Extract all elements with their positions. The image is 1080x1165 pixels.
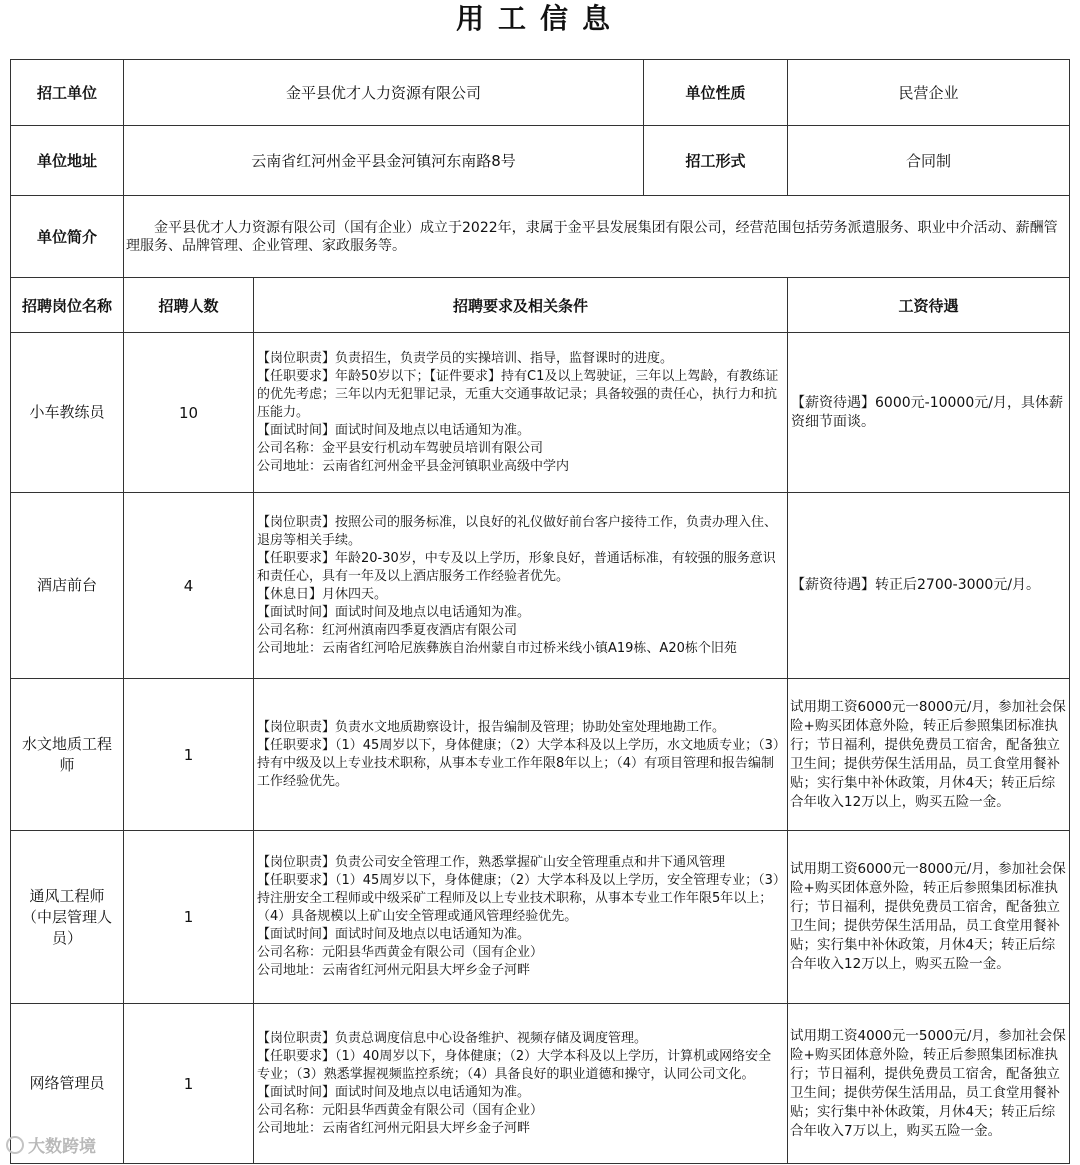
- column-header-name: 招聘岗位名称: [11, 278, 124, 333]
- job-requirements: [254, 831, 788, 1004]
- company-row-address: [11, 126, 1070, 196]
- req-line: 【岗位职责】负责总调度信息中心设备维护、视频存储及调度管理。: [257, 1030, 648, 1046]
- req-line: 【面试时间】面试时间及地点以电话通知为准。: [257, 422, 531, 438]
- company-address: 云南省红河州金平县金河镇河东南路8号: [124, 126, 644, 196]
- job-name: 通风工程师（中层管理人员）: [11, 831, 124, 1004]
- label-unit: 招工单位: [11, 60, 124, 126]
- req-line: 【休息日】月休四天。: [257, 586, 388, 602]
- table-row: [11, 493, 1070, 679]
- job-name: 网络管理员: [11, 1004, 124, 1164]
- req-line: 公司地址：云南省红河州元阳县大坪乡金子河畔: [257, 1120, 531, 1136]
- label-address: 单位地址: [11, 126, 124, 196]
- req-line: 【面试时间】面试时间及地点以电话通知为准。: [257, 927, 531, 942]
- req-line: 【任职要求】年龄20-30岁，中专及以上学历，形象良好，普通话标准，有较强的服务意识和责任心，具有一年及以上酒店服务工作经验者优先。: [257, 550, 776, 584]
- job-name: 小车教练员: [11, 333, 124, 493]
- req-line: 公司名称：元阳县华西黄金有限公司（国有企业）: [257, 1102, 544, 1118]
- table-row: [11, 679, 1070, 831]
- job-requirements: [254, 333, 788, 493]
- req-line: 公司名称：金平县安行机动车驾驶员培训有限公司: [257, 440, 544, 456]
- job-pay: 试用期工资4000元一5000元/月，参加社会保险+购买团体意外险，转正后参照集团标准执行；节日福利，提供免费员工宿舍，配备独立卫生间；提供劳保生活用品，员工食堂用餐补贴；实行集中补休政策，月休4天；转正后综合年收入7万以上，购买五险一金。: [788, 1004, 1070, 1164]
- column-header-requirements: 招聘要求及相关条件: [254, 278, 788, 333]
- job-info-table: [10, 59, 1070, 1164]
- label-form: 招工形式: [644, 126, 788, 196]
- watermark-text: 大数跨境: [28, 1137, 96, 1157]
- company-row-intro: [11, 196, 1070, 278]
- job-requirements: [254, 493, 788, 679]
- job-pay: 试用期工资6000元一8000元/月，参加社会保险+购买团体意外险，转正后参照集团标准执行；节日福利，提供免费员工宿舍，配备独立卫生间；提供劳保生活用品，员工食堂用餐补贴；实行集中补休政策，月休4天；转正后综合年收入12万以上，购买五险一金。: [788, 831, 1070, 1004]
- job-requirements: [254, 1004, 788, 1164]
- table-row: [11, 831, 1070, 1004]
- company-form: 合同制: [788, 126, 1070, 196]
- company-nature: 民营企业: [788, 60, 1070, 126]
- column-header-count: 招聘人数: [124, 278, 254, 333]
- req-line: 【面试时间】面试时间及地点以电话通知为准。: [257, 604, 531, 620]
- table-row: [11, 1004, 1070, 1164]
- job-name: 酒店前台: [11, 493, 124, 679]
- watermark: [6, 1132, 96, 1157]
- company-row-unit: [11, 60, 1070, 126]
- job-count: 1: [124, 1004, 254, 1164]
- req-line: 【任职要求】（1）40周岁以下，身体健康；（2）大学本科及以上学历，计算机或网络安全专业；（3）熟悉掌握视频监控系统；（4）具备良好的职业道德和操守，认同公司文化。: [257, 1048, 772, 1082]
- req-line: 【岗位职责】按照公司的服务标准，以良好的礼仪做好前台客户接待工作，负责办理入住、退房等相关手续。: [257, 514, 778, 548]
- req-line: 公司地址：云南省红河哈尼族彝族自治州蒙自市过桥米线小镇A19栋、A20栋个旧苑: [257, 640, 737, 656]
- column-header-row: [11, 278, 1070, 333]
- req-line: 【岗位职责】负责公司安全管理工作，熟悉掌握矿山安全管理重点和井下通风管理: [257, 855, 726, 870]
- label-nature: 单位性质: [644, 60, 788, 126]
- req-line: 【任职要求】年龄50岁以下；【证件要求】持有C1及以上驾驶证，三年以上驾龄，有教练证的优先考虑；三年以内无犯罪记录，无重大交通事故记录；具备较强的责任心，执行力和抗压能力。: [257, 368, 779, 420]
- req-line: 公司名称：红河州滇南四季夏夜酒店有限公司: [257, 622, 518, 638]
- company-unit: 金平县优才人力资源有限公司: [124, 60, 644, 126]
- job-count: 4: [124, 493, 254, 679]
- job-count: 1: [124, 679, 254, 831]
- label-intro: 单位简介: [11, 196, 124, 278]
- job-pay: 【薪资待遇】转正后2700-3000元/月。: [788, 493, 1070, 679]
- job-requirements: [254, 679, 788, 831]
- table-row: [11, 333, 1070, 493]
- req-line: 公司地址：云南省红河州金平县金河镇职业高级中学内: [257, 458, 570, 474]
- job-count: 1: [124, 831, 254, 1004]
- company-intro: [124, 196, 1070, 278]
- req-line: 公司名称：元阳县华西黄金有限公司（国有企业）: [257, 945, 544, 960]
- req-line: 【岗位职责】负责水文地质勘察设计，报告编制及管理；协助处室处理地勘工作。: [257, 719, 726, 735]
- job-pay: 【薪资待遇】6000元-10000元/月，具体薪资细节面谈。: [788, 333, 1070, 493]
- req-line: 【岗位职责】负责招生，负责学员的实操培训、指导，监督课时的进度。: [257, 350, 674, 366]
- req-line: 【任职要求】（1）45周岁以下，身体健康；（2）大学本科及以上学历，安全管理专业；（3）持注册安全工程师或中级采矿工程师及以上专业技术职称，从事本专业工作年限5年以上；（4）具备规模以上矿山安全管理或通风管理经验优先。: [257, 873, 780, 924]
- watermark-logo-icon: [6, 1136, 24, 1154]
- company-intro-text: 金平县优才人力资源有限公司（国有企业）成立于2022年，隶属于金平县发展集团有限公司，经营范围包括劳务派遣服务、职业中介活动、薪酬管理服务、品牌管理、企业管理、家政服务等。: [126, 219, 1058, 254]
- job-name: 水文地质工程师: [11, 679, 124, 831]
- req-line: 公司地址：云南省红河州元阳县大坪乡金子河畔: [257, 963, 531, 978]
- job-pay: 试用期工资6000元一8000元/月，参加社会保险+购买团体意外险，转正后参照集团标准执行；节日福利，提供免费员工宿舍，配备独立卫生间；提供劳保生活用品，员工食堂用餐补贴；实行集中补休政策，月休4天；转正后综合年收入12万以上，购买五险一金。: [788, 679, 1070, 831]
- column-header-pay: 工资待遇: [788, 278, 1070, 333]
- req-line: 【面试时间】面试时间及地点以电话通知为准。: [257, 1084, 531, 1100]
- req-line: 【任职要求】（1）45周岁以下，身体健康；（2）大学本科及以上学历，水文地质专业；（3）持有中级及以上专业技术职称，从事本专业工作年限8年以上；（4）有项目管理和报告编制工作经验优先。: [257, 737, 780, 789]
- page-title: 用工信息: [455, 2, 624, 35]
- job-count: 10: [124, 333, 254, 493]
